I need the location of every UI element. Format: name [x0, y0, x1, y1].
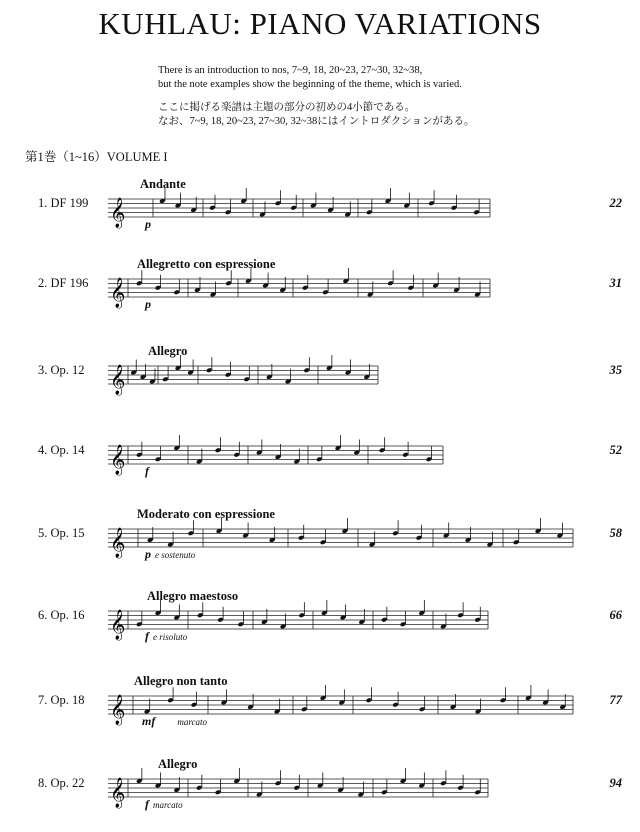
page-number: 66 [609, 608, 622, 622]
treble-clef-icon: 𝄞 [110, 695, 126, 725]
page-title: KUHLAU: PIANO VARIATIONS [98, 6, 542, 41]
dynamic-extra: e sostenuto [155, 550, 196, 560]
dynamic-symbol: p [145, 297, 151, 311]
music-staff [108, 271, 494, 311]
dynamic-symbol: f [145, 464, 149, 478]
page-number: 35 [609, 363, 622, 377]
music-staff [108, 438, 447, 478]
treble-clef-icon: 𝄞 [110, 445, 126, 475]
dynamic-symbol: p [145, 217, 151, 231]
tempo-marking: Allegro non tanto [134, 674, 228, 688]
treble-clef-icon: 𝄞 [110, 778, 126, 808]
intro-en-line2: but the note examples show the beginning of the theme, which is varied. [158, 78, 462, 90]
entry-label: 7. Op. 18 [38, 693, 85, 707]
treble-clef-icon: 𝄞 [110, 528, 126, 558]
tempo-marking: Andante [140, 177, 186, 191]
treble-clef-icon: 𝄞 [110, 278, 126, 308]
entry-label: 3. Op. 12 [38, 363, 85, 377]
dynamic-symbol: p [145, 547, 151, 561]
entry-label: 8. Op. 22 [38, 776, 85, 790]
music-staff [108, 771, 492, 811]
page-number: 94 [609, 776, 622, 790]
tempo-marking: Moderato con espressione [137, 507, 275, 521]
treble-clef-icon: 𝄞 [110, 198, 126, 228]
dynamic-extra: e risoluto [153, 632, 188, 642]
page-number: 58 [609, 526, 622, 540]
dynamic-symbol: mf [142, 714, 156, 728]
treble-clef-icon: 𝄞 [110, 365, 126, 395]
tempo-marking: Allegro [158, 757, 198, 771]
dynamic-symbol: f [145, 629, 149, 643]
dynamic-symbol: f [145, 797, 149, 811]
tempo-marking: Allegro [148, 344, 188, 358]
intro-en-line1: There is an introduction to nos, 7~9, 18, 20~23, 27~30, 32~38, [158, 65, 423, 76]
music-staff [108, 521, 577, 561]
page-number: 31 [609, 276, 622, 290]
music-staff [108, 603, 492, 643]
treble-clef-icon: 𝄞 [110, 610, 126, 640]
music-staff [108, 688, 577, 728]
entry-label: 2. DF 196 [38, 276, 89, 290]
entry-label: 6. Op. 16 [38, 608, 85, 622]
volume-heading: 第1巻（1~16）VOLUME I [25, 150, 168, 164]
music-staff [108, 191, 494, 231]
intro-jp-line1: ここに掲げる楽譜は主題の部分の初めの4小節である。 [158, 102, 416, 113]
tempo-marking: Allegretto con espressione [137, 257, 276, 271]
music-staff [108, 358, 382, 398]
intro-text [158, 64, 598, 128]
entry-label: 4. Op. 14 [38, 443, 85, 457]
intro-jp-line2: なお、7~9, 18, 20~23, 27~30, 32~38にはイントロダクションがある。 [158, 115, 475, 127]
page-number: 77 [609, 693, 622, 707]
entry-label: 1. DF 199 [38, 196, 89, 210]
tempo-marking: Allegro maestoso [147, 589, 239, 603]
dynamic-extra: marcato [177, 717, 208, 727]
page-number: 52 [609, 443, 622, 457]
dynamic-extra: marcato [153, 800, 183, 810]
page-number: 22 [609, 196, 622, 210]
entry-label: 5. Op. 15 [38, 526, 85, 540]
